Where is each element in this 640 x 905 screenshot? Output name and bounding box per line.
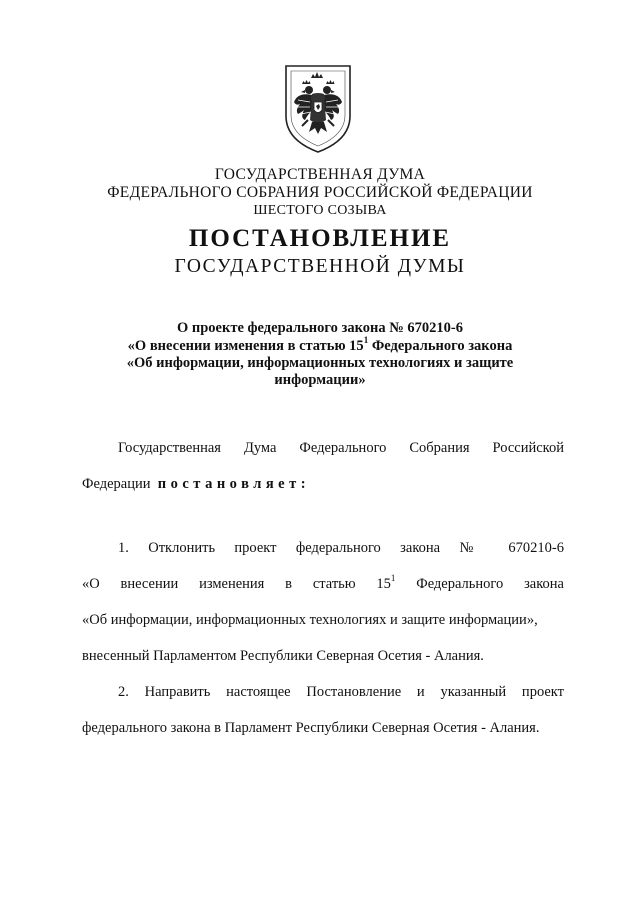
bill-title-line-3: «Об информации, информационных технологиях и защите — [126, 355, 514, 371]
header-federal-assembly: ФЕДЕРАЛЬНОГО СОБРАНИЯ РОССИЙСКОЙ ФЕДЕРАЦИИ — [107, 184, 533, 201]
item-1-line-3: «Об информации, информационных технологиях и защите информации», — [82, 612, 538, 628]
item-1-line-1: 1. Отклонить проект федерального закона № 670210-6 — [118, 540, 564, 556]
header-duma: ГОСУДАРСТВЕННАЯ ДУМА — [214, 166, 426, 183]
preamble-line-1: Государственная Дума Федерального Собрания Российской — [118, 440, 564, 456]
preamble-line-2: Федерации постановляет: — [82, 476, 311, 492]
item-2-line-1: 2. Направить настоящее Постановление и указанный проект — [118, 684, 564, 700]
item-2-line-2: федерального закона в Парламент Республики Северная Осетия - Алания. — [82, 720, 540, 736]
header-convocation: ШЕСТОГО СОЗЫВА — [253, 203, 387, 218]
bill-title-line-4: информации» — [274, 372, 366, 388]
item-1-line-4: внесенный Парламентом Республики Северная Осетия - Алания. — [82, 648, 484, 664]
document-subtitle: ГОСУДАРСТВЕННОЙ ДУМЫ — [174, 256, 466, 277]
coat-of-arms-emblem — [282, 62, 354, 154]
resolves-word: постановляет: — [157, 476, 311, 492]
document-title: ПОСТАНОВЛЕНИЕ — [188, 225, 452, 252]
bill-title-line-1: О проекте федерального закона № 670210-6 — [176, 320, 464, 336]
bill-title-line-2: «О внесении изменения в статью $15^1$ Федерального закона — [127, 335, 513, 354]
item-1-line-2: «О внесении изменения в статью $15^1$ Федерального закона — [82, 573, 564, 592]
